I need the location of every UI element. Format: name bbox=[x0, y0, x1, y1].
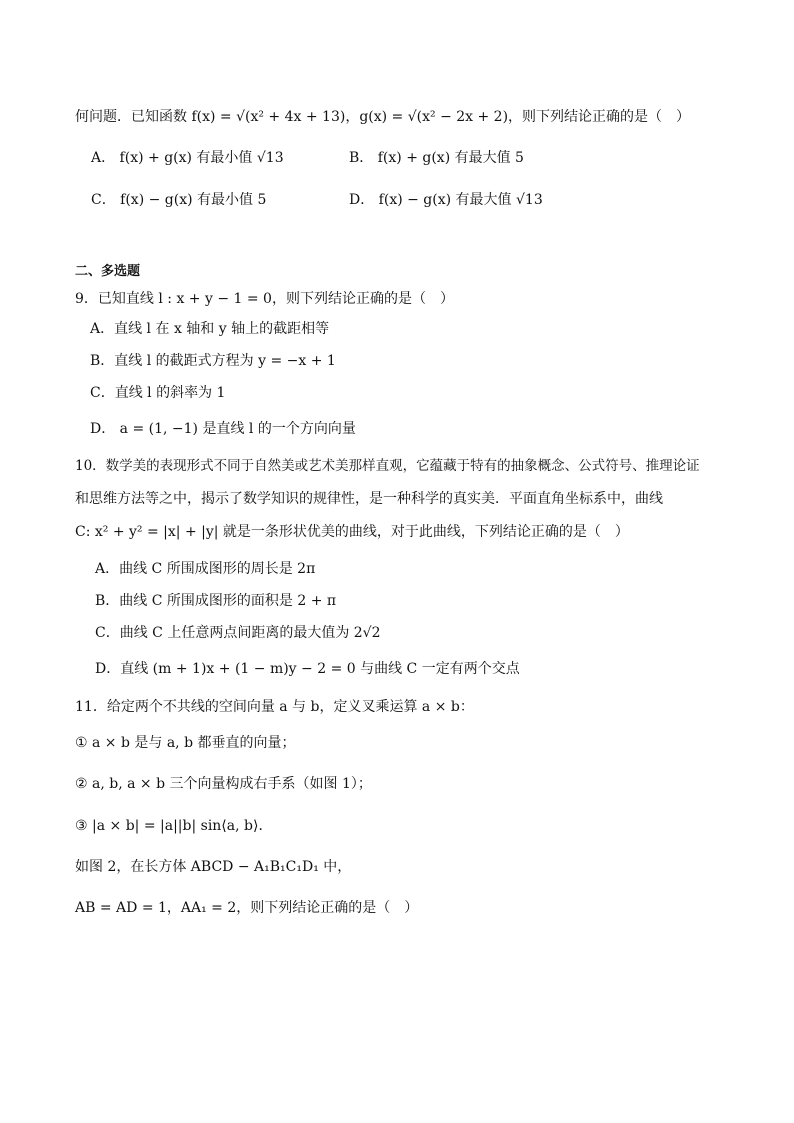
question-8-option-b: B． f(x) + g(x) 有最大值 5 bbox=[349, 150, 524, 166]
question-11-stem-conclusion: AB = AD = 1，AA₁ = 2，则下列结论正确的是（ ） bbox=[75, 900, 419, 916]
question-10-option-b: B．曲线 C 所围成图形的面积是 2 + π bbox=[95, 593, 337, 609]
question-8-option-a: A． f(x) + g(x) 有最小值 √13 bbox=[91, 150, 284, 166]
question-8-option-c: C． f(x) − g(x) 有最小值 5 bbox=[91, 192, 267, 208]
question-8-stem-continuation: 何问题．已知函数 f(x) = √(x² + 4x + 13)，g(x) = √(x² − 2x + 2)，则下列结论正确的是（ ） bbox=[75, 109, 691, 125]
question-9-option-a: A．直线 l 在 x 轴和 y 轴上的截距相等 bbox=[90, 321, 330, 337]
question-10-stem-line-1: 10．数学美的表现形式不同于自然美或艺术美那样直观，它蕴藏于特有的抽象概念、公式符号、推理论证 bbox=[75, 458, 700, 474]
question-11-definition-3: ③ |a × b| = |a||b| sin⟨a, b⟩． bbox=[75, 818, 273, 834]
question-10-option-a: A．曲线 C 所围成图形的周长是 2π bbox=[95, 561, 316, 577]
question-9-option-d: D． a = (1, −1) 是直线 l 的一个方向向量 bbox=[90, 421, 356, 437]
question-11-stem-line-1: 11．给定两个不共线的空间向量 a 与 b，定义叉乘运算 a × b： bbox=[75, 699, 474, 715]
section-heading-multiple-choice: 二、多选题 bbox=[75, 264, 141, 279]
question-10-stem-line-3: C: x² + y² = |x| + |y| 就是一条形状优美的曲线，对于此曲线，下列结论正确的是（ ） bbox=[75, 524, 629, 540]
question-9-stem: 9．已知直线 l : x + y − 1 = 0，则下列结论正确的是（ ） bbox=[75, 291, 454, 307]
question-10-option-d: D．直线 (m + 1)x + (1 − m)y − 2 = 0 与曲线 C 一定有两个交点 bbox=[95, 661, 520, 677]
question-11-definition-2: ② a, b, a × b 三个向量构成右手系（如图 1）； bbox=[75, 776, 372, 792]
question-11-definition-1: ① a × b 是与 a, b 都垂直的向量； bbox=[75, 735, 296, 751]
question-10-option-c: C．曲线 C 上任意两点间距离的最大值为 2√2 bbox=[95, 625, 381, 641]
question-9-option-c: C．直线 l 的斜率为 1 bbox=[90, 385, 226, 401]
question-8-option-d: D． f(x) − g(x) 有最大值 √13 bbox=[349, 192, 543, 208]
question-10-stem-line-2: 和思维方法等之中，揭示了数学知识的规律性，是一种科学的真实美．平面直角坐标系中，曲线 bbox=[75, 491, 663, 507]
question-11-figure-intro: 如图 2，在长方体 ABCD − A₁B₁C₁D₁ 中， bbox=[75, 859, 352, 875]
question-9-option-b: B．直线 l 的截距式方程为 y = −x + 1 bbox=[90, 353, 336, 369]
